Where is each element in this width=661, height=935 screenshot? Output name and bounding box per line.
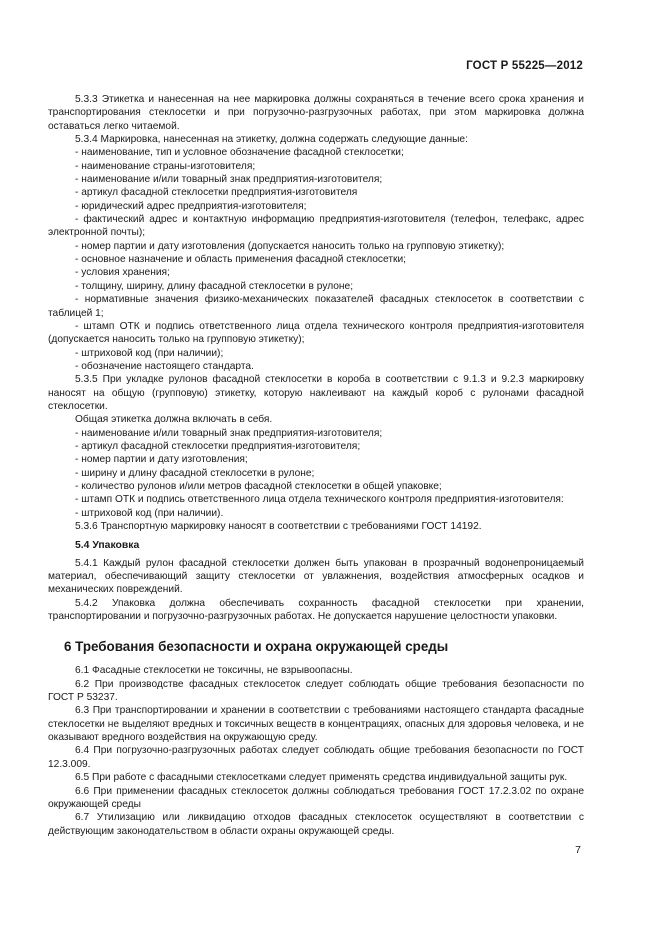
list-item: - наименование и/или товарный знак предприятия-изготовителя; xyxy=(75,427,383,439)
list-item: - наименование, тип и условное обозначение фасадной стеклосетки; xyxy=(75,147,404,159)
section-heading-5-4: 5.4 Упаковка xyxy=(75,540,140,552)
list-item: - штриховой код (при наличии); xyxy=(75,347,224,359)
paragraph-6-3: 6.3 При транспортировании и хранении в соответствии с требованиями настоящего стандарта фасадные стеклосетки не выделяют вредных и токсичных веществ в концентрациях, опасных для здоровья человека, и не оказывают вредного воздействия на окружающую среду. xyxy=(48,705,584,744)
list-item: - условия хранения; xyxy=(75,267,170,279)
paragraph-6-2: 6.2 При производстве фасадных стеклосеток следует соблюдать общие требования безопасности по ГОСТ Р 53237. xyxy=(48,678,584,704)
paragraph-5-3-5: 5.3.5 При укладке рулонов фасадной стеклосетки в короба в соответствии с 9.1.3 и 9.2.3 маркировку наносят на общую (групповую) этикетку, которую наклеивают на каждый короб с рулонами фасадной стеклосетки. xyxy=(48,374,584,412)
paragraph-6-6: 6.6 При применении фасадных стеклосеток должны соблюдаться требования ГОСТ 17.2.3.02 по охране окружающей среды xyxy=(48,785,584,810)
list-item: - артикул фасадной стеклосетки предприятия-изготовителя; xyxy=(75,440,361,452)
list-item: - номер партии и дату изготовления (допускается наносить только на групповую этикетку); xyxy=(75,240,505,252)
paragraph-5-3-5-intro: Общая этикетка должна включать в себя. xyxy=(75,414,273,426)
paragraph-6-5: 6.5 При работе с фасадными стеклосетками следует применять средства индивидуальной защиты рук. xyxy=(75,772,568,784)
paragraph-6-7: 6.7 Утилизацию или ликвидацию отходов фасадных стеклосеток осуществляют в соответствии с действующим законодательством в области охраны окружающей среды. xyxy=(48,812,584,837)
paragraph-6-1: 6.1 Фасадные стеклосетки не токсичны, не взрывоопасны. xyxy=(75,665,353,677)
paragraph-5-3-6: 5.3.6 Транспортную маркировку наносят в соответствии с требованиями ГОСТ 14192. xyxy=(75,521,482,532)
list-item: - обозначение настоящего стандарта. xyxy=(75,360,254,372)
list-item: - номер партии и дату изготовления; xyxy=(75,454,248,466)
list-item: - наименование и/или товарный знак предприятия-изготовителя; xyxy=(75,174,383,186)
label-contents-list xyxy=(48,146,584,373)
group-label-list xyxy=(48,427,584,520)
list-item: - штамп ОТК и подпись ответственного лица отдела технического контроля предприятия-изготовителя: xyxy=(75,494,564,506)
list-item: - наименование страны-изготовителя; xyxy=(75,160,256,172)
list-item: - артикул фасадной стеклосетки предприятия-изготовителя xyxy=(75,187,358,199)
paragraph-5-3-4-intro: 5.3.4 Маркировка, нанесенная на этикетку, должна содержать следующие данные: xyxy=(75,134,468,146)
section-heading-6: 6 Требования безопасности и охрана окружающей среды xyxy=(64,639,449,655)
document-id-header: ГОСТ Р 55225—2012 xyxy=(466,60,583,72)
list-item: - фактический адрес и контактную информацию предприятия-изготовителя (телефон, телефакс, адрес электронной почты); xyxy=(48,214,584,239)
list-item: - количество рулонов и/или метров фасадной стеклосетки в общей упаковке; xyxy=(75,480,442,492)
paragraph-6-4: 6.4 При погрузочно-разгрузочных работах следует соблюдать общие требования безопасности по ГОСТ 12.3.009. xyxy=(48,745,584,770)
list-item: - толщину, ширину, длину фасадной стеклосетки в рулоне; xyxy=(75,280,354,292)
list-item: - юридический адрес предприятия-изготовителя; xyxy=(75,200,307,212)
list-item: - штриховой код (при наличии). xyxy=(75,507,224,519)
list-item: - нормативные значения физико-механических показателей фасадных стеклосеток в соответствии с таблицей 1; xyxy=(48,294,584,319)
paragraph-5-3-3: 5.3.3 Этикетка и нанесенная на нее маркировка должны сохраняться в течение всего срока хранения и транспортирования стеклосетки и при погрузочно-разгрузочных работах, при этом маркировка должна оставаться легко читаемой. xyxy=(48,94,584,132)
list-item: - ширину и длину фасадной стеклосетки в рулоне; xyxy=(75,467,315,479)
page-number: 7 xyxy=(575,844,581,856)
document-body xyxy=(48,93,584,838)
paragraph-5-4-1: 5.4.1 Каждый рулон фасадной стеклосетки должен быть упакован в прозрачный водонепроницаемый материал, обеспечивающий защиту стеклосетки от увлажнения, воздействия атмосферных осадков и механических повреждений. xyxy=(48,557,584,596)
list-item: - основное назначение и область применения фасадной стеклосетки; xyxy=(75,254,406,266)
list-item: - штамп ОТК и подпись ответственного лица отдела технического контроля предприятия-изготовителя (допускается наносить только на групповую этикетку); xyxy=(48,320,584,346)
paragraph-5-4-2: 5.4.2 Упаковка должна обеспечивать сохранность фасадной стеклосетки при хранении, транспортировании и погрузочно-разгрузочных работах. Не допускается нарушение целостности упаковки. xyxy=(48,597,584,623)
